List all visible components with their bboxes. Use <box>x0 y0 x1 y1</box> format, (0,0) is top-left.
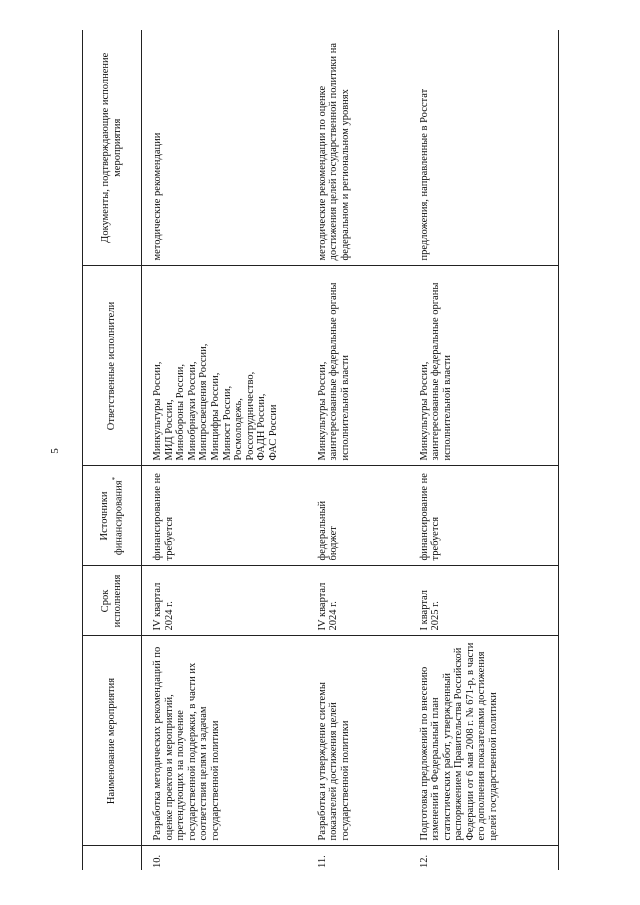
row-executors <box>307 266 409 466</box>
header-executors: Ответственные исполнители <box>83 266 142 466</box>
header-source-label: Источники финансирования <box>98 480 125 556</box>
row-source: финансирование не требуется <box>142 466 307 566</box>
executor-line: Минюст России, <box>221 385 233 461</box>
executor-line: Минкультуры России, <box>316 361 328 461</box>
row-term: IV квартал 2024 г. <box>142 566 307 636</box>
executor-line: Минцифры России, <box>209 372 221 461</box>
row-number: 10. <box>152 854 163 868</box>
row-name: Разработка и утверждение системы показателей достижения целей государственной политики <box>307 636 409 846</box>
header-number <box>83 846 142 870</box>
executor-line: ФАДН России, <box>256 393 268 461</box>
executor-line: Минобороны России, <box>175 364 187 461</box>
executor-line: заинтересованные федеральные органы исполнительной власти <box>328 282 351 461</box>
executor-line: МИД России, <box>163 399 175 461</box>
row-documents: предложения, направленные в Росстат <box>409 30 559 266</box>
header-documents: Документы, подтверждающие исполнение мероприятия <box>83 30 142 266</box>
executor-line: Россотрудничество, <box>244 371 256 461</box>
executor-line: Росмолодежь, <box>233 398 245 461</box>
row-number: 12. <box>409 846 559 870</box>
header-source-footnote-mark: * <box>111 476 120 481</box>
row-term: IV квартал 2024 г. <box>307 566 409 636</box>
row-source: федеральный бюджет <box>307 466 409 566</box>
row-documents: методические рекомендации по оценке достижения целей государственной политики на федеральном и региональном уровнях <box>307 30 409 266</box>
executor-line: Минкультуры России, <box>152 361 163 461</box>
row-executors <box>142 266 307 466</box>
header-term: Срок исполнения <box>83 566 142 636</box>
executor-line: заинтересованные федеральные органы исполнительной власти <box>430 282 453 461</box>
row-name: Разработка методических рекомендаций по оценке проектов и мероприятий, претендующих на получение государственной поддержки, в части их соответствия целям и задачам государственной политики <box>142 636 307 846</box>
table-row <box>307 30 409 870</box>
table-header-row <box>83 30 142 870</box>
row-executors <box>409 266 559 466</box>
row-name: Подготовка предложений по внесению изменений в Федеральный план статистических работ, утвержденный распоряжением Правительства Российской Федерации от 6 мая 2008 г. № 671-р, в части его дополнения показателями достижения целей государственной политики <box>409 636 559 846</box>
header-name: Наименование мероприятия <box>83 636 142 846</box>
executor-line: Минкультуры России, <box>418 361 430 461</box>
executor-line: Минпросвещения России, <box>198 343 210 461</box>
measures-table <box>82 30 559 870</box>
page-number: 5 <box>48 448 61 454</box>
row-documents: методические рекомендации <box>142 30 307 266</box>
executor-line: ФАС России <box>267 404 279 461</box>
table-row <box>142 30 307 870</box>
row-term: I квартал 2025 г. <box>409 566 559 636</box>
header-source <box>83 466 142 566</box>
row-source: финансирование не требуется <box>409 466 559 566</box>
table-row <box>409 30 559 870</box>
executor-line: Минобрнауки России, <box>186 361 198 461</box>
rotated-table-sheet <box>82 30 572 870</box>
row-number: 11. <box>316 855 328 868</box>
